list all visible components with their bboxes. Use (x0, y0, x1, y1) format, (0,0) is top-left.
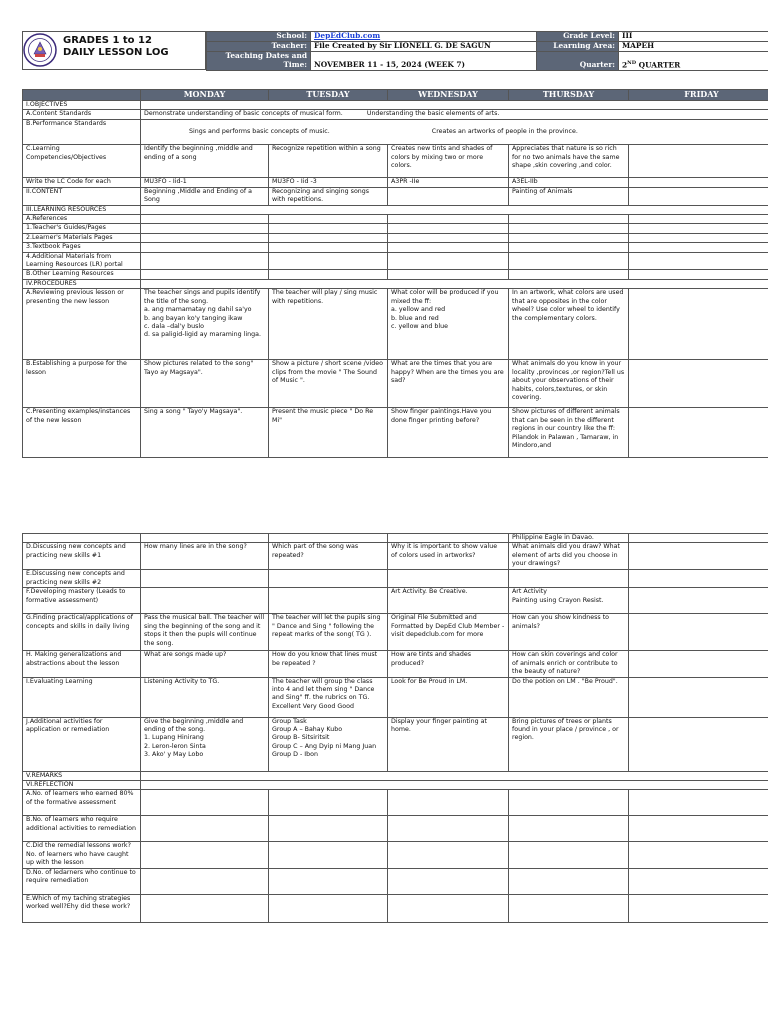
cell-tuesday: Show a picture / short scene /video clips from the movie " The Sound of Music ". (269, 360, 388, 408)
cell-thursday: Bring pictures of trees or plants found in your place / province , or region. (509, 717, 629, 771)
cell-monday (141, 570, 269, 588)
day-header-friday: FRIDAY (629, 90, 768, 101)
merged-cell-vi-reflection (141, 781, 768, 790)
cell-wednesday (388, 233, 509, 242)
school-label: School: (207, 32, 311, 42)
cell-thursday (509, 570, 629, 588)
cell-tuesday: Group Task Group A – Bahay Kubo Group B- Sitsiritsit Group C – Ang Dyip ni Mang Juan Group D - Ibon (269, 717, 388, 771)
cell-thursday (509, 790, 629, 816)
cell-monday: Pass the musical ball. The teacher will sing the beginning of the song and it stops it then the pupls will continue the song. (141, 614, 269, 651)
cell-thursday: What animals did you draw? What element of arts did you choose in your drawings? (509, 543, 629, 570)
cell-monday: What are songs made up? (141, 651, 269, 677)
cell-wednesday (388, 252, 509, 270)
cell-wednesday (388, 224, 509, 233)
cell-friday (629, 289, 768, 360)
row-label-b-other-learning-resources: B.Other Learning Resources (23, 270, 141, 279)
table-row (23, 252, 768, 270)
day-header-thursday: THURSDAY (509, 90, 629, 101)
cell-monday (141, 868, 269, 894)
cell-monday: Beginning ,Middle and Ending of a Song (141, 187, 269, 205)
cell-wednesday: What are the times that you are happy? When are the times you are sad? (388, 360, 509, 408)
cell-thursday: Appreciates that nature is so rich for no two animals have the same shape ,skin covering ,and color. (509, 145, 629, 178)
cell-friday (629, 588, 768, 614)
header-info-table (206, 31, 768, 71)
cell-thursday: Art Activity Painting using Crayon Resist. (509, 588, 629, 614)
table-row (23, 816, 768, 842)
cell-tuesday: Recognize repetition within a song (269, 145, 388, 178)
table-row (23, 677, 768, 717)
merged-cell-iii-learning-resources (141, 205, 768, 214)
table-row (23, 187, 768, 205)
cell-wednesday: Art Activity. Be Creative. (388, 588, 509, 614)
cell-wednesday: Display your finger painting at home. (388, 717, 509, 771)
table-row (23, 868, 768, 894)
cell-friday (629, 816, 768, 842)
cell-thursday (509, 894, 629, 922)
cell-monday (141, 243, 269, 252)
cell-thursday (509, 868, 629, 894)
cell-thursday: Philippine Eagle in Davao. (509, 534, 629, 543)
cell-wednesday (388, 270, 509, 279)
table-row (23, 588, 768, 614)
row-label-a-content-standards: A.Content Standards (23, 110, 141, 120)
row-label-b-establishing-a-purpose-for-the-lesson: B.Establishing a purpose for the lesson (23, 360, 141, 408)
grade-level-value: III (619, 32, 768, 42)
cell-friday (629, 243, 768, 252)
cell-wednesday: Why it is important to show value of colors used in artworks? (388, 543, 509, 570)
cell-wednesday (388, 534, 509, 543)
cell-monday: Sing a song " Tayo'y Magsaya". (141, 408, 269, 458)
cell-wednesday (388, 842, 509, 868)
cell-wednesday (388, 215, 509, 224)
cell-wednesday: A3PR -IIe (388, 178, 509, 187)
learning-area-label: Learning Area: (537, 42, 619, 52)
merged-cell-b-performance-standards: Sings and performs basic concepts of music. Creates an artworks of people in the province. (141, 120, 768, 145)
cell-wednesday (388, 243, 509, 252)
table-row (23, 279, 768, 288)
cell-thursday: What animals do you know in your locality ,provinces ,or region?Tell us about your observations of their habits, colors,textures, or skin covering. (509, 360, 629, 408)
cell-tuesday (269, 270, 388, 279)
cell-tuesday: Recognizing and singing songs with repetitions. (269, 187, 388, 205)
cell-tuesday (269, 243, 388, 252)
cell-wednesday: Show finger paintings.Have you done finger printing before? (388, 408, 509, 458)
cell-thursday (509, 243, 629, 252)
day-header-wednesday: WEDNESDAY (388, 90, 509, 101)
table-row (23, 543, 768, 570)
cell-monday (141, 816, 269, 842)
cell-tuesday (269, 233, 388, 242)
merged-cell-v-remarks (141, 771, 768, 780)
cell-thursday: How can you show kindness to animals? (509, 614, 629, 651)
row-label-c-did-the-remedial-lessons-work-no-of-le: C.Did the remedial lessons work?No. of learners who have caught up with the lesson (23, 842, 141, 868)
cell-monday (141, 588, 269, 614)
row-label-h-making-generalizations-and-abstraction: H. Making generalizations and abstractions about the lesson (23, 651, 141, 677)
grade-level-label: Grade Level: (537, 32, 619, 42)
cell-monday: MU3FO - Iid-1 (141, 178, 269, 187)
cell-friday (629, 187, 768, 205)
cell-monday: The teacher sings and pupils identify the title of the song. a. ang mamamatay ng dahil sa'yo b. ang bayan ko'y tanging ikaw c. dala –dal'y buslo d. sa paligid-ligid ay maraming linga. (141, 289, 269, 360)
table-row (23, 614, 768, 651)
row-label-vi-reflection: VI.REFLECTION (23, 781, 141, 790)
cell-monday (141, 224, 269, 233)
cell-wednesday: Look for Be Proud in LM. (388, 677, 509, 717)
cell-tuesday: MU3FO - Iid -3 (269, 178, 388, 187)
cell-monday (141, 534, 269, 543)
quarter-value: 2ND QUARTER (619, 52, 768, 71)
row-label-e-discussing-new-concepts-and-practicing: E.Discussing new concepts and practicing new skills #2 (23, 570, 141, 588)
cell-thursday: Show pictures of different animals that can be seen in the different regions in our country like the ff: Pilandok in Palawan , Tamaraw, in Mindoro,and (509, 408, 629, 458)
teacher-value: File Created by Sir LIONELL G. DE SAGUN (311, 42, 537, 52)
cell-wednesday (388, 187, 509, 205)
table-row (23, 894, 768, 922)
cell-tuesday (269, 570, 388, 588)
table-row (23, 233, 768, 242)
merged-cell-i-objectives (141, 101, 768, 110)
cell-tuesday: How do you know that lines must be repeated ? (269, 651, 388, 677)
lesson-table-part-2 (22, 533, 768, 923)
merged-cell-iv-procedures (141, 279, 768, 288)
cell-thursday (509, 816, 629, 842)
row-label-blank (23, 534, 141, 543)
cell-monday: Listening Activity to TG. (141, 677, 269, 717)
cell-friday (629, 570, 768, 588)
row-label-b-no-of-learners-who-require-additional-: B.No. of learners who require additional activities to remediation (23, 816, 141, 842)
title-line-1: GRADES 1 to 12 (63, 35, 152, 46)
cell-tuesday (269, 224, 388, 233)
cell-friday (629, 894, 768, 922)
cell-tuesday: The teacher will let the pupils sing " Dance and Sing " following the repeat marks of the song( TG ). (269, 614, 388, 651)
row-label-d-discussing-new-concepts-and-practicing: D.Discussing new concepts and practicing new skills #1 (23, 543, 141, 570)
cell-tuesday: The teacher will play / sing music with repetitions. (269, 289, 388, 360)
cell-monday (141, 215, 269, 224)
table-row (23, 101, 768, 110)
cell-wednesday: How are tints and shades produced? (388, 651, 509, 677)
cell-thursday: How can skin coverings and color of animals enrich or contribute to the beauty of nature? (509, 651, 629, 677)
cell-monday (141, 233, 269, 242)
table-row (23, 289, 768, 360)
cell-monday: Give the beginning ,middle and ending of the song. 1. Lupang Hinirang 2. Leron-leron Sinta 3. Ako' y May Lobo (141, 717, 269, 771)
table-row (23, 842, 768, 868)
cell-wednesday: Creates new tints and shades of colors by mixing two or more colors. (388, 145, 509, 178)
table-row (23, 270, 768, 279)
table-row (23, 215, 768, 224)
cell-thursday: Painting of Animals (509, 187, 629, 205)
row-label-j-additional-activities-for-application-: J.Additional activities for application or remediation (23, 717, 141, 771)
cell-thursday (509, 224, 629, 233)
cell-friday (629, 534, 768, 543)
row-label-d-no-of-ledarners-who-continue-to-requir: D.No. of ledarners who continue to require remediation (23, 868, 141, 894)
cell-friday (629, 233, 768, 242)
row-label-e-which-of-my-taching-strategies-worked-: E.Which of my taching strategies worked well?Ehy did these work? (23, 894, 141, 922)
corner-header (23, 90, 141, 101)
cell-friday (629, 543, 768, 570)
cell-monday (141, 252, 269, 270)
cell-friday (629, 178, 768, 187)
teaching-dates-value: NOVEMBER 11 - 15, 2024 (WEEK 7) (311, 52, 537, 71)
school-link[interactable]: DepEdClub.com (314, 31, 381, 40)
cell-monday: Show pictures related to the song" Tayo ay Magsaya". (141, 360, 269, 408)
cell-tuesday (269, 790, 388, 816)
row-label-a-no-of-learners-who-earned-80-of-the-fo: A.No. of learners who earned 80% of the formative assessment (23, 790, 141, 816)
row-label-v-remarks: V.REMARKS (23, 771, 141, 780)
table-row (23, 781, 768, 790)
teaching-dates-label: Teaching Dates and Time: (207, 52, 311, 71)
row-label-a-references: A.References (23, 215, 141, 224)
cell-tuesday (269, 894, 388, 922)
table-row (23, 178, 768, 187)
row-label-a-reviewing-previous-lesson-or-presentin: A.Reviewing previous lesson or presenting the new lesson (23, 289, 141, 360)
cell-wednesday: Original File Submitted and Formatted by DepEd Club Member - visit depedclub.com for more (388, 614, 509, 651)
row-label-i-objectives: I.OBJECTIVES (23, 101, 141, 110)
cell-wednesday (388, 816, 509, 842)
cell-tuesday (269, 215, 388, 224)
cell-thursday (509, 215, 629, 224)
cell-wednesday (388, 570, 509, 588)
table-row (23, 717, 768, 771)
row-label-c-learning-competencies-objectives: C.Learning Competencies/Objectives (23, 145, 141, 178)
table-row (23, 790, 768, 816)
row-label-g-finding-practical-applications-of-conc: G.Finding practical/applications of concepts and skills in daily living (23, 614, 141, 651)
cell-friday (629, 614, 768, 651)
cell-friday (629, 224, 768, 233)
cell-monday (141, 894, 269, 922)
table-row (23, 110, 768, 120)
row-label-iv-procedures: IV.PROCEDURES (23, 279, 141, 288)
cell-monday (141, 842, 269, 868)
table-row (23, 243, 768, 252)
cell-friday (629, 360, 768, 408)
cell-monday (141, 270, 269, 279)
table-row (23, 651, 768, 677)
cell-wednesday: What color will be produced if you mixed the ff: a. yellow and red b. blue and red c. yellow and blue (388, 289, 509, 360)
cell-friday (629, 842, 768, 868)
teacher-label: Teacher: (207, 42, 311, 52)
cell-friday (629, 868, 768, 894)
lesson-table-part-1 (22, 89, 768, 458)
cell-tuesday (269, 868, 388, 894)
cell-thursday (509, 270, 629, 279)
cell-monday: Identify the beginning ,middle and ending of a song (141, 145, 269, 178)
table-row (23, 570, 768, 588)
row-label-3-textbook-pages: 3.Textbook Pages (23, 243, 141, 252)
cell-thursday: A3EL-IIb (509, 178, 629, 187)
cell-friday (629, 677, 768, 717)
table-row (23, 771, 768, 780)
row-label-1-teacher-s-guides-pages: 1.Teacher's Guides/Pages (23, 224, 141, 233)
cell-tuesday (269, 252, 388, 270)
table-row (23, 408, 768, 458)
title-line-2: DAILY LESSON LOG (63, 47, 169, 58)
table-row (23, 120, 768, 145)
merged-cell-a-content-standards: Demonstrate understanding of basic concepts of musical form. Understanding the basic elements of arts. (141, 110, 768, 120)
row-label-c-presenting-examples-instances-of-the-n: C.Presenting examples/instances of the new lesson (23, 408, 141, 458)
row-label-4-additional-materials-from-learning-res: 4.Additional Materials from Learning Resources (LR) portal (23, 252, 141, 270)
day-header-monday: MONDAY (141, 90, 269, 101)
table-row (23, 205, 768, 214)
row-label-b-performance-standards: B.Performance Standards (23, 120, 141, 145)
cell-thursday: In an artwork, what colors are used that are opposites in the color wheel? Use color wheel to identify the complementary colors. (509, 289, 629, 360)
cell-wednesday (388, 790, 509, 816)
table-row (23, 534, 768, 543)
row-label-f-developing-mastery-leads-to-formative-: F.Developing mastery (Leads to formative assessment) (23, 588, 141, 614)
row-label-2-learner-s-materials-pages: 2.Learner's Materials Pages (23, 233, 141, 242)
quarter-label: Quarter: (537, 52, 619, 71)
row-label-ii-content: II.CONTENT (23, 187, 141, 205)
cell-tuesday (269, 842, 388, 868)
cell-tuesday (269, 816, 388, 842)
cell-tuesday (269, 534, 388, 543)
cell-friday (629, 651, 768, 677)
cell-tuesday: Present the music piece " Do Re Mi" (269, 408, 388, 458)
cell-friday (629, 215, 768, 224)
form-title (63, 35, 169, 59)
cell-tuesday: Which part of the song was repeated? (269, 543, 388, 570)
cell-tuesday: The teacher will group the class into 4 and let them sing " Dance and Sing" ff. the rubrics on TG. Excellent Very Good Good (269, 677, 388, 717)
cell-friday (629, 790, 768, 816)
table-row (23, 360, 768, 408)
row-label-i-evaluating-learning: I.Evaluating Learning (23, 677, 141, 717)
cell-tuesday (269, 588, 388, 614)
cell-monday: How many lines are in the song? (141, 543, 269, 570)
cell-friday (629, 252, 768, 270)
cell-thursday: Do the potion on LM . "Be Proud". (509, 677, 629, 717)
cell-friday (629, 145, 768, 178)
cell-wednesday (388, 868, 509, 894)
table-row (23, 224, 768, 233)
cell-friday (629, 408, 768, 458)
row-label-iii-learning-resources: III.LEARNING RESOURCES (23, 205, 141, 214)
cell-friday (629, 717, 768, 771)
learning-area-value: MAPEH (619, 42, 768, 52)
cell-thursday (509, 233, 629, 242)
cell-wednesday (388, 894, 509, 922)
cell-thursday (509, 842, 629, 868)
cell-monday (141, 790, 269, 816)
cell-thursday (509, 252, 629, 270)
cell-friday (629, 270, 768, 279)
row-label-write-the-lc-code-for-each: Write the LC Code for each (23, 178, 141, 187)
table-row (23, 145, 768, 178)
day-header-tuesday: TUESDAY (269, 90, 388, 101)
